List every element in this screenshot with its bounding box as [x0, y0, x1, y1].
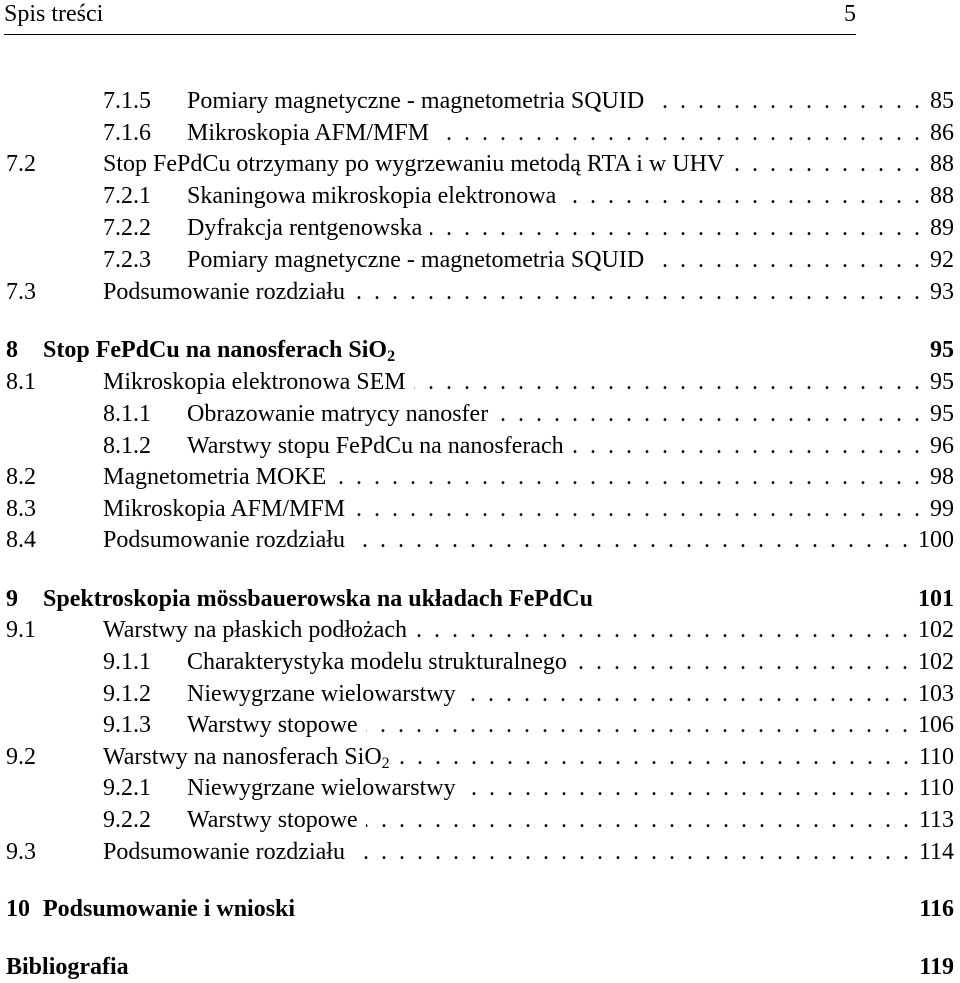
toc-entry[interactable]	[0, 615, 960, 646]
toc-leader-dots	[732, 149, 920, 180]
toc-entry[interactable]	[0, 952, 960, 983]
toc-entry-number: 9.2	[6, 744, 36, 770]
toc-entry[interactable]	[0, 584, 960, 615]
toc-entry[interactable]	[0, 894, 960, 925]
toc-entry-number: 7.2.3	[103, 247, 151, 273]
toc-entry-page: 102	[918, 649, 954, 675]
toc-entry-title-text: Mikroskopia AFM/MFM	[187, 120, 430, 146]
toc-entry-title-text: Magnetometria MOKE	[103, 464, 327, 490]
toc-entry-number: 7.2.1	[103, 183, 151, 209]
toc-entry-number: 9.3	[6, 839, 36, 865]
toc-leader-dots	[652, 86, 920, 117]
toc-entry-title-text: Warstwy na nanosferach SiO	[103, 744, 382, 770]
toc-entry-title-text: Spektroskopia mössbauerowska na układach FePdCu	[43, 586, 593, 612]
toc-entry-number: 7.2.2	[103, 215, 151, 241]
toc-entry-number: 8.1	[6, 369, 36, 395]
toc-entry[interactable]	[0, 742, 960, 773]
toc-entry[interactable]	[0, 367, 960, 398]
toc-entry-page: 102	[918, 617, 954, 643]
toc-entry-page: 95	[930, 337, 954, 363]
toc-entry-page: 86	[930, 120, 954, 146]
toc-entry[interactable]	[0, 399, 960, 430]
toc-entry-number: 7.1.5	[103, 88, 151, 114]
toc-entry-title-text: Warstwy stopu FePdCu na nanosferach	[187, 433, 564, 459]
toc-leader-dots	[464, 679, 908, 710]
toc-entry[interactable]	[0, 213, 960, 244]
toc-entry-page: 88	[930, 151, 954, 177]
toc-entry-title	[103, 494, 345, 525]
toc-entry-number: 9	[6, 586, 18, 612]
toc-entry-title-text: Mikroskopia AFM/MFM	[103, 496, 346, 522]
toc-entry-page: 119	[919, 954, 954, 980]
toc-leader-dots	[496, 399, 920, 430]
toc-entry-number: 8.3	[6, 496, 36, 522]
toc-entry-title	[187, 805, 358, 836]
toc-entry-title	[103, 615, 407, 646]
toc-entry-title-text: Niewygrzane wielowarstwy	[187, 681, 456, 707]
toc-entry-title	[187, 431, 564, 462]
toc-leader-dots	[398, 742, 909, 773]
toc-leader-dots	[437, 118, 920, 149]
toc-entry-title	[6, 952, 129, 983]
toc-entry-page: 103	[918, 681, 954, 707]
toc-entry-page: 93	[930, 279, 954, 305]
toc-entry-number: 8.4	[6, 527, 36, 553]
toc-entry[interactable]	[0, 149, 960, 180]
toc-entry-number: 9.2.1	[103, 775, 151, 801]
toc-entry-page: 89	[930, 215, 954, 241]
toc-entry[interactable]	[0, 118, 960, 149]
toc-entry-page: 114	[918, 839, 954, 865]
toc-entry-page: 99	[930, 496, 954, 522]
toc-entry-title-text: Skaningowa mikroskopia elektronowa	[187, 183, 557, 209]
toc-entry-title	[187, 245, 644, 276]
toc-entry-title-text: Pomiary magnetyczne - magnetometria SQUID	[187, 88, 645, 114]
toc-entry-page: 98	[930, 464, 954, 490]
toc-entry-title-subscript: 2	[381, 755, 390, 772]
header-page-number: 5	[844, 1, 856, 27]
toc-entry-page: 88	[930, 183, 954, 209]
toc-entry[interactable]	[0, 431, 960, 462]
toc-leader-dots	[572, 431, 920, 462]
toc-entry-title-text: Mikroskopia elektronowa SEM	[103, 369, 406, 395]
toc-entry-title-text: Charakterystyka modelu strukturalnego	[187, 649, 567, 675]
toc-leader-dots	[652, 245, 920, 276]
toc-entry-title-text: Pomiary magnetyczne - magnetometria SQUID	[187, 247, 645, 273]
toc-entry-number: 9.1.2	[103, 681, 151, 707]
toc-entry-title-text: Niewygrzane wielowarstwy	[187, 775, 456, 801]
toc-entry-title	[187, 399, 488, 430]
toc-entry[interactable]	[0, 679, 960, 710]
toc-entry-number: 10	[6, 896, 30, 922]
toc-entry-number: 8.1.2	[103, 433, 151, 459]
toc-entry-title	[187, 118, 429, 149]
toc-entry-title-text: Podsumowanie rozdziału	[103, 279, 345, 305]
toc-entry-number: 9.1	[6, 617, 36, 643]
toc-entry-title-text: Warstwy na płaskich podłożach	[103, 617, 407, 643]
header-title: Spis treści	[4, 1, 104, 27]
toc-entry-title-text: Bibliografia	[6, 954, 129, 980]
toc-entry-title	[43, 584, 593, 615]
toc-entry-title	[187, 679, 456, 710]
toc-entry-number: 9.1.3	[103, 712, 151, 738]
toc-entry-number: 9.2.2	[103, 807, 151, 833]
toc-entry-page: 101	[918, 586, 954, 612]
toc-entry-page: 95	[930, 401, 954, 427]
toc-entry[interactable]	[0, 462, 960, 493]
toc-entry[interactable]	[0, 335, 960, 366]
toc-entry-title	[187, 213, 422, 244]
toc-entry-title	[103, 462, 326, 493]
toc-entry-title-text: Obrazowanie matrycy nanosfer	[187, 401, 489, 427]
toc-entry[interactable]	[0, 245, 960, 276]
toc-entry-title	[103, 277, 345, 308]
toc-entry-title-text: Dyfrakcja rentgenowska	[187, 215, 423, 241]
toc-entry-page: 110	[918, 744, 954, 770]
toc-entry-title-text: Podsumowanie i wnioski	[43, 896, 296, 922]
toc-entry-title-text: Stop FePdCu otrzymany po wygrzewaniu metodą RTA i w UHV	[103, 151, 725, 177]
toc-entry-title-text: Podsumowanie rozdziału	[103, 527, 345, 553]
toc-entry-number: 7.3	[6, 279, 36, 305]
toc-entry-title-text: Warstwy stopowe	[187, 807, 358, 833]
toc-entry-title	[103, 837, 345, 868]
toc-entry[interactable]	[0, 86, 960, 117]
toc-entry-title	[187, 710, 358, 741]
toc-entry-page: 100	[918, 527, 954, 553]
toc-entry-title	[187, 181, 556, 212]
toc-entry[interactable]	[0, 525, 960, 556]
toc-entry-title	[187, 86, 644, 117]
toc-entry-page: 116	[919, 896, 954, 922]
toc-entry[interactable]	[0, 837, 960, 868]
toc-entry-page: 96	[930, 433, 954, 459]
toc-entry-number: 7.1.6	[103, 120, 151, 146]
toc-entry-page: 110	[918, 775, 954, 801]
toc-entry[interactable]	[0, 277, 960, 308]
toc-entry[interactable]	[0, 647, 960, 678]
toc-entry-page: 85	[930, 88, 954, 114]
toc-leader-dots	[353, 277, 920, 308]
toc-entry-title	[43, 335, 395, 366]
toc-leader-dots	[415, 615, 908, 646]
toc-leader-dots	[564, 181, 920, 212]
toc-leader-dots	[366, 805, 909, 836]
toc-leader-dots	[334, 462, 920, 493]
toc-entry-title-text: Podsumowanie rozdziału	[103, 839, 345, 865]
toc-leader-dots	[353, 525, 908, 556]
toc-entry-number: 8.1.1	[103, 401, 151, 427]
toc-leader-dots	[430, 213, 920, 244]
toc-entry-page: 113	[918, 807, 954, 833]
toc-entry[interactable]	[0, 494, 960, 525]
toc-entry-title	[187, 647, 567, 678]
toc-leader-dots	[353, 837, 909, 868]
toc-entry-page: 106	[918, 712, 954, 738]
toc-entry-title	[43, 894, 295, 925]
toc-entry-title-text: Warstwy stopowe	[187, 712, 358, 738]
toc-entry-title	[103, 525, 345, 556]
toc-entry-title	[103, 742, 390, 773]
toc-entry-title-text: Stop FePdCu na nanosferach SiO	[43, 337, 388, 363]
toc-leader-dots	[366, 710, 908, 741]
toc-entry-title	[187, 773, 456, 804]
toc-entry-title-subscript: 2	[387, 348, 396, 365]
toc-entry-title	[103, 149, 724, 180]
toc-entry-title	[103, 367, 406, 398]
toc-entry[interactable]	[0, 710, 960, 741]
toc-leader-dots	[353, 494, 920, 525]
toc-leader-dots	[414, 367, 920, 398]
toc-entry[interactable]	[0, 805, 960, 836]
toc-entry[interactable]	[0, 181, 960, 212]
toc-leader-dots	[575, 647, 908, 678]
toc-entry-number: 7.2	[6, 151, 36, 177]
toc-entry-page: 92	[930, 247, 954, 273]
toc-leader-dots	[464, 773, 909, 804]
toc-entry[interactable]	[0, 773, 960, 804]
toc-entry-number: 8	[6, 337, 18, 363]
toc-entry-number: 8.2	[6, 464, 36, 490]
toc-entry-number: 9.1.1	[103, 649, 151, 675]
toc-entry-page: 95	[930, 369, 954, 395]
